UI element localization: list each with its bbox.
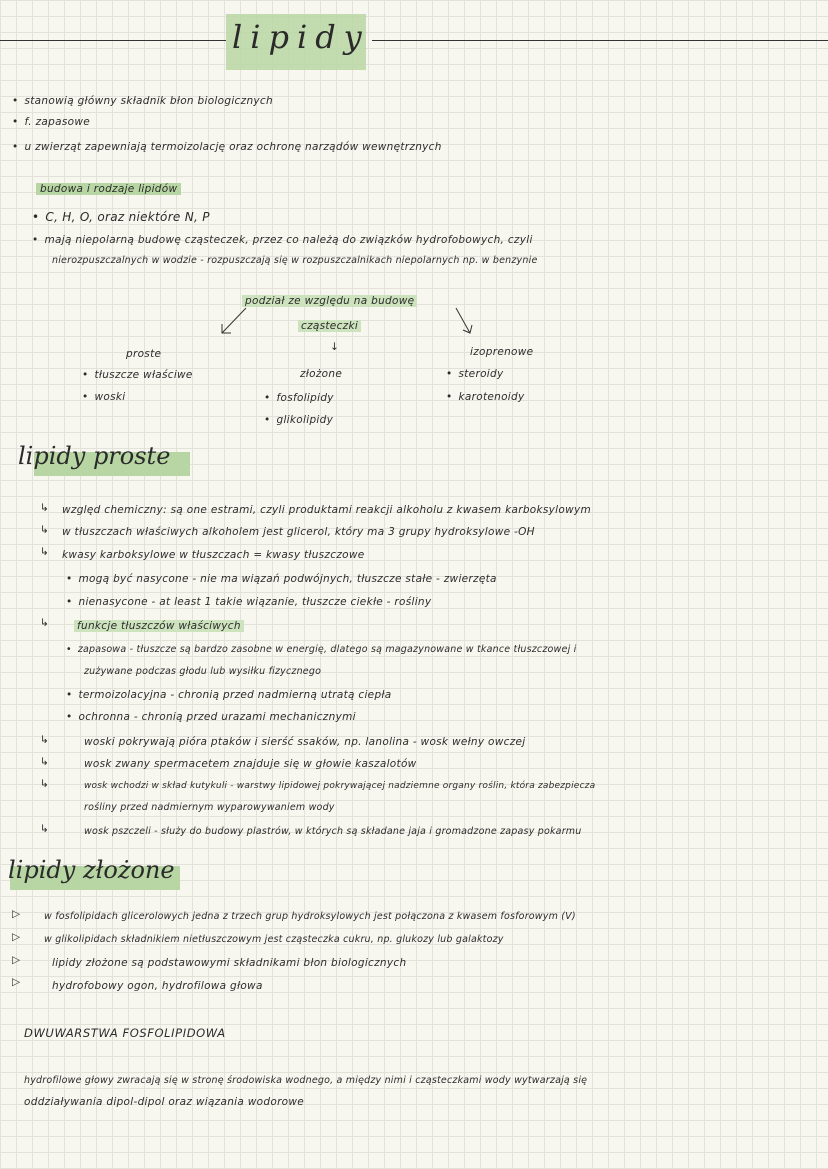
proste-line: wosk wchodzi w skład kutykuli - warstwy lipidowej pokrywającej nadziemne organy roślin, która zabezpiecza (84, 781, 596, 791)
arrow-right (456, 308, 470, 333)
arrow-icon: ↳ (40, 502, 50, 514)
arrow-icon: ↳ (40, 617, 50, 629)
intro-item: • f. zapasowe (12, 116, 90, 128)
intro-item: • stanowią główny składnik błon biologicznych (12, 95, 273, 107)
proste-subitem: • mogą być nasycone - nie ma wiązań podwójnych, tłuszcze stałe - zwierzęta (66, 573, 497, 585)
budowa-heading-text: budowa i rodzaje lipidów (36, 183, 181, 195)
arrow-icon: ↳ (40, 778, 50, 790)
funkcje-item-continued: zużywane podczas głodu lub wysiłku fizycznego (84, 666, 322, 677)
podzial-zlozone-label: złożone (300, 368, 343, 380)
arrow-icon: ↳ (40, 823, 50, 835)
podzial-izoprenowe-label: izoprenowe (470, 346, 534, 358)
podzial-izoprenowe-item: • steroidy (446, 368, 503, 380)
podzial-title-line2-text: cząsteczki (298, 320, 361, 332)
budowa-item: • C, H, O, oraz niektóre N, P (32, 210, 210, 224)
proste-line: wosk zwany spermacetem znajduje się w głowie kaszalotów (84, 758, 417, 770)
triangle-icon: ▷ (12, 954, 21, 966)
lipidy-zlozone-heading: lipidy złożone (8, 856, 175, 884)
arrow-icon: ↳ (40, 734, 50, 746)
budowa-item-continued: nierozpuszczalnych w wodzie - rozpuszczają się w rozpuszczalnikach niepolarnych np. w benzynie (52, 255, 538, 266)
podzial-zlozone-item: • glikolipidy (264, 414, 333, 426)
arrow-icon: ↳ (40, 524, 50, 536)
proste-line-continued: rośliny przed nadmiernym wyparowywaniem wody (84, 802, 335, 813)
podzial-proste-item: • tłuszcze właściwe (82, 369, 193, 381)
funkcje-item: • ochronna - chronią przed urazami mechanicznymi (66, 711, 356, 723)
dwuwarstwa-heading: DWUWARSTWA FOSFOLIPIDOWA (24, 1026, 226, 1040)
dwuwarstwa-line: oddziaływania dipol-dipol oraz wiązania wodorowe (24, 1096, 305, 1108)
proste-line: względ chemiczny: są one estrami, czyli produktami reakcji alkoholu z kwasem karboksylowym (62, 504, 592, 516)
proste-line: w tłuszczach właściwych alkoholem jest glicerol, który ma 3 grupy hydroksylowe -OH (62, 526, 535, 538)
zlozone-line: hydrofobowy ogon, hydrofilowa głowa (52, 980, 263, 992)
proste-line: wosk pszczeli - służy do budowy plastrów, w których są składane jaja i gromadzone zapasy pokarmu (84, 826, 582, 837)
triangle-icon: ▷ (12, 908, 21, 920)
dwuwarstwa-line: hydrofilowe głowy zwracają się w stronę środowiska wodnego, a między nimi i cząsteczkami wody wytwarzają się (24, 1075, 588, 1086)
funkcje-item: • zapasowa - tłuszcze są bardzo zasobne w energię, dlatego są magazynowane w tkance tłuszczowej i (66, 644, 576, 655)
podzial-proste-item: • woski (82, 391, 125, 403)
podzial-proste-label: proste (126, 348, 162, 360)
proste-subitem: • nienasycone - at least 1 takie wiązanie, tłuszcze ciekłe - rośliny (66, 596, 431, 608)
intro-item: • u zwierząt zapewniają termoizolację oraz ochronę narządów wewnętrznych (12, 141, 442, 153)
funkcje-item: • termoizolacyjna - chronią przed nadmierną utratą ciepła (66, 689, 391, 701)
podzial-arrows (0, 0, 828, 420)
zlozone-line: w glikolipidach składnikiem nietłuszczowym jest cząsteczka cukru, np. glukozy lub galaktozy (44, 934, 504, 945)
proste-line: woski pokrywają pióra ptaków i sierść ssaków, np. lanolina - wosk wełny owczej (84, 736, 526, 748)
proste-line: kwasy karboksylowe w tłuszczach = kwasy tłuszczowe (62, 549, 365, 561)
zlozone-line: w fosfolipidach glicerolowych jedna z trzech grup hydroksylowych jest połączona z kwasem fosforowym (V) (44, 911, 576, 922)
funkcje-heading (74, 620, 244, 632)
zlozone-line: lipidy złożone są podstawowymi składnikami błon biologicznych (52, 957, 407, 969)
page-title: lipidy (232, 18, 370, 56)
podzial-title-text: podział ze względu na budowę (242, 295, 417, 307)
arrow-left (222, 308, 246, 333)
triangle-icon: ▷ (12, 931, 21, 943)
podzial-zlozone-item: • fosfolipidy (264, 392, 334, 404)
podzial-izoprenowe-item: • karotenoidy (446, 391, 525, 403)
arrow-icon: ↳ (40, 756, 50, 768)
funkcje-heading-text: funkcje tłuszczów właściwych (74, 620, 244, 632)
lipidy-proste-heading: lipidy proste (18, 442, 171, 470)
arrow-icon: ↳ (40, 546, 50, 558)
triangle-icon: ▷ (12, 976, 21, 988)
down-arrow: ↓ (330, 341, 340, 353)
budowa-item: • mają niepolarną budowę cząsteczek, przez co należą do związków hydrofobowych, czyli (32, 234, 533, 246)
